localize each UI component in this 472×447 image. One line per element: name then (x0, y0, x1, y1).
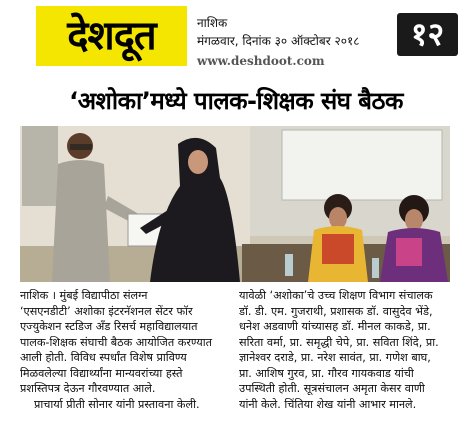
article-body (20, 288, 450, 438)
article-line: प्राचार्या प्रीती सोनार यांनी प्रस्तावना केली. (34, 397, 200, 411)
article-line: आली होती. विविध स्पर्धांत विशेष प्राविण्य (20, 351, 187, 364)
article-line: ज्ञानेश्वर दराडे, प्रा. नरेश सावंत, प्रा. गणेश बाघ, (239, 351, 431, 364)
page-number: १२ (410, 15, 445, 53)
article-line: डॉ. डी. एम. गुजराथी, प्रशासक डॉ. वासुदेव भेंडे, (239, 304, 433, 318)
article-line: यांनी केले. चिंतिया शेख यांनी आभार मानले. (239, 397, 417, 411)
masthead (0, 0, 472, 78)
article-line: यावेळी ‘अशोका’चे उच्च शिक्षण विभाग संचालक (239, 289, 433, 302)
article-line: सरिता वर्मा, प्रा. समृद्धी चेपे, प्रा. सविता शिंदे, प्रा. (239, 335, 439, 349)
newspaper-logo (36, 6, 187, 66)
masthead-divider (0, 78, 472, 81)
article-line: प्रा. आशिष गुरव, प्रा. गौरव गायकवाड यांची (239, 366, 414, 380)
article-line: एज्युकेशन स्टडिज अँड रिसर्च महाविद्यालयात (20, 320, 198, 333)
event-photo (20, 126, 450, 282)
date-line: मंगळवार, दिनांक ३० ऑक्टोबर २०१८ (197, 34, 360, 48)
article-column-right (239, 288, 452, 438)
article-column-left (20, 288, 233, 438)
article-line: मिळवलेल्या विद्यार्थ्यांना मान्यवरांच्या हस्ते (20, 366, 183, 380)
edition-name: नाशिक (197, 16, 228, 30)
article-line: पालक-शिक्षक संघाची बैठक आयोजित करण्यात (20, 335, 213, 349)
article-headline: ‘अशोका’मध्ये पालक-शिक्षक संघ बैठक (69, 87, 403, 115)
article-line: धनेश अडवाणी यांच्यासह डॉ. मीनल काकडे, प्रा. (239, 320, 431, 333)
logo-text: देशदूत (67, 13, 156, 59)
event-photo-illustration (20, 126, 450, 282)
article-line: नाशिक । मुंबई विद्यापीठा संलग्न (20, 289, 148, 302)
article-line: ‘एसएनडीटी’ अशोका इंटरनॅशनल सेंटर फॉर (20, 304, 193, 318)
article-line: उपस्थिती होती. सूत्रसंचालन अमृता केसर वाणी (239, 382, 425, 395)
website-url: www.deshdoot.com (197, 54, 325, 68)
article-line: प्रशस्तिपत्र देऊन गौरवण्यात आले. (20, 382, 156, 395)
page-number-badge (397, 13, 458, 56)
